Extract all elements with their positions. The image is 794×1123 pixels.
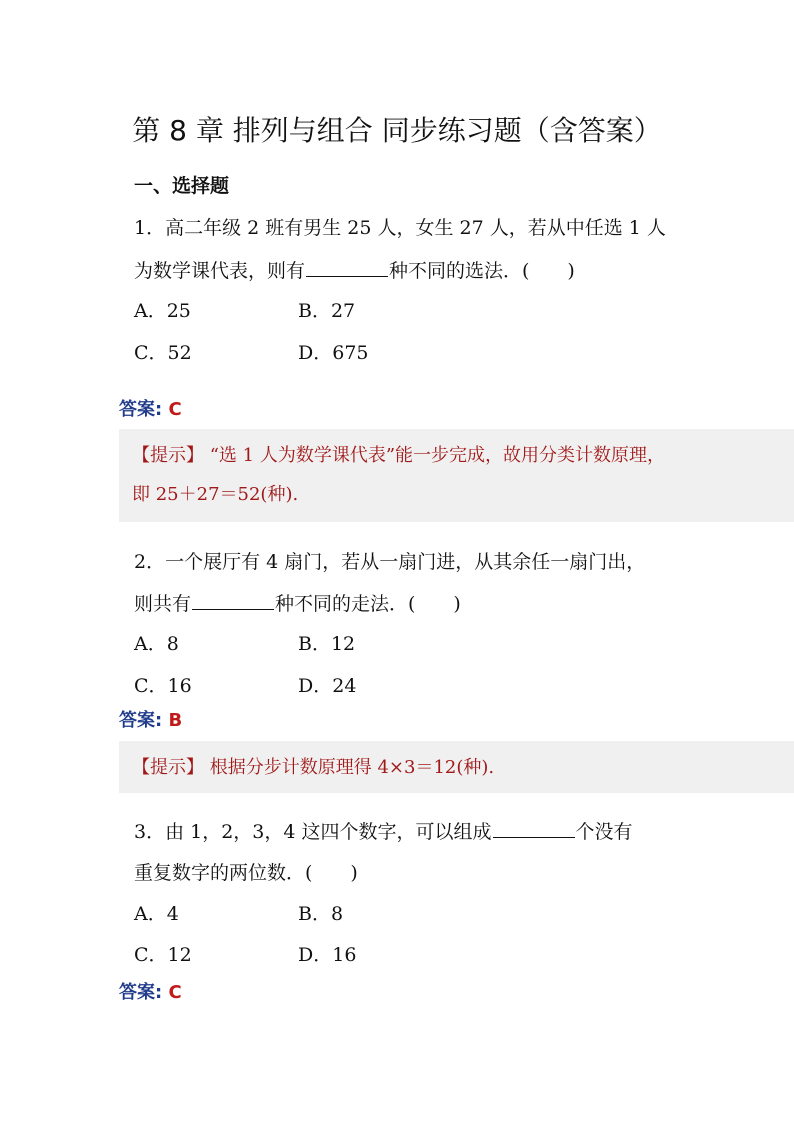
question-1-answer <box>119 397 182 423</box>
answer-value: C <box>168 399 182 420</box>
question-2-text-before-blank: 则共有 <box>134 593 192 615</box>
question-1-hint-box <box>119 429 794 522</box>
question-1-hint-line-2: 即 25＋27＝52(种). <box>132 484 299 505</box>
question-3-text-after-blank: 个没有 <box>575 821 633 843</box>
question-2-hint-line-1 <box>132 755 494 781</box>
question-1-line-1: 1．高二年级 2 班有男生 25 人，女生 27 人，若从中任选 1 人 <box>134 217 666 239</box>
hint-text: “选 1 人为数学课代表”能一步完成，故用分类计数原理， <box>209 445 666 466</box>
question-1-text-after-blank: 种不同的选法．( ) <box>389 260 575 282</box>
question-3-option-c: C．12 <box>134 944 192 966</box>
question-1-option-d: D．675 <box>298 342 369 364</box>
answer-label: 答案: <box>119 710 163 731</box>
question-2-line-2 <box>134 589 461 618</box>
answer-value: C <box>168 982 182 1003</box>
question-1-option-c: C．52 <box>134 342 192 364</box>
question-1-option-a: A．25 <box>134 300 191 322</box>
hint-tag: 【提示】 <box>132 445 204 466</box>
question-2-answer <box>119 708 182 734</box>
question-2-line-1: 2．一个展厅有 4 扇门，若从一扇门进，从其余任一扇门出， <box>134 551 646 573</box>
question-3-answer <box>119 980 182 1006</box>
answer-blank <box>493 817 575 838</box>
question-2-option-c: C．16 <box>134 675 192 697</box>
question-2-text-after-blank: 种不同的走法．( ) <box>275 593 461 615</box>
question-2-option-b: B．12 <box>298 633 356 655</box>
page-title: 第 8 章 排列与组合 同步练习题（含答案） <box>132 114 662 147</box>
question-3-option-b: B．8 <box>298 903 344 925</box>
question-1-line-2 <box>134 256 575 285</box>
question-3-text-before-blank: 3．由 1，2，3，4 这四个数字，可以组成 <box>134 821 492 843</box>
hint-text: 根据分步计数原理得 4×3＝12(种). <box>209 757 495 778</box>
answer-blank <box>192 589 274 610</box>
question-1-option-b: B．27 <box>298 300 356 322</box>
question-2-hint-box <box>119 741 794 793</box>
question-1-hint-line-1 <box>132 443 665 469</box>
question-3-option-d: D．16 <box>298 944 357 966</box>
question-3-option-a: A．4 <box>134 903 179 925</box>
question-1-text-before-blank: 为数学课代表，则有 <box>134 260 306 282</box>
answer-blank <box>306 256 388 277</box>
hint-tag: 【提示】 <box>132 757 204 778</box>
question-2-option-d: D．24 <box>298 675 357 697</box>
answer-value: B <box>168 710 183 731</box>
question-3-line-1 <box>134 817 633 846</box>
answer-label: 答案: <box>119 399 163 420</box>
question-2-option-a: A．8 <box>134 633 179 655</box>
section-heading: 一、选择题 <box>134 175 230 197</box>
question-3-line-2: 重复数字的两位数．( ) <box>134 862 358 884</box>
answer-label: 答案: <box>119 982 163 1003</box>
